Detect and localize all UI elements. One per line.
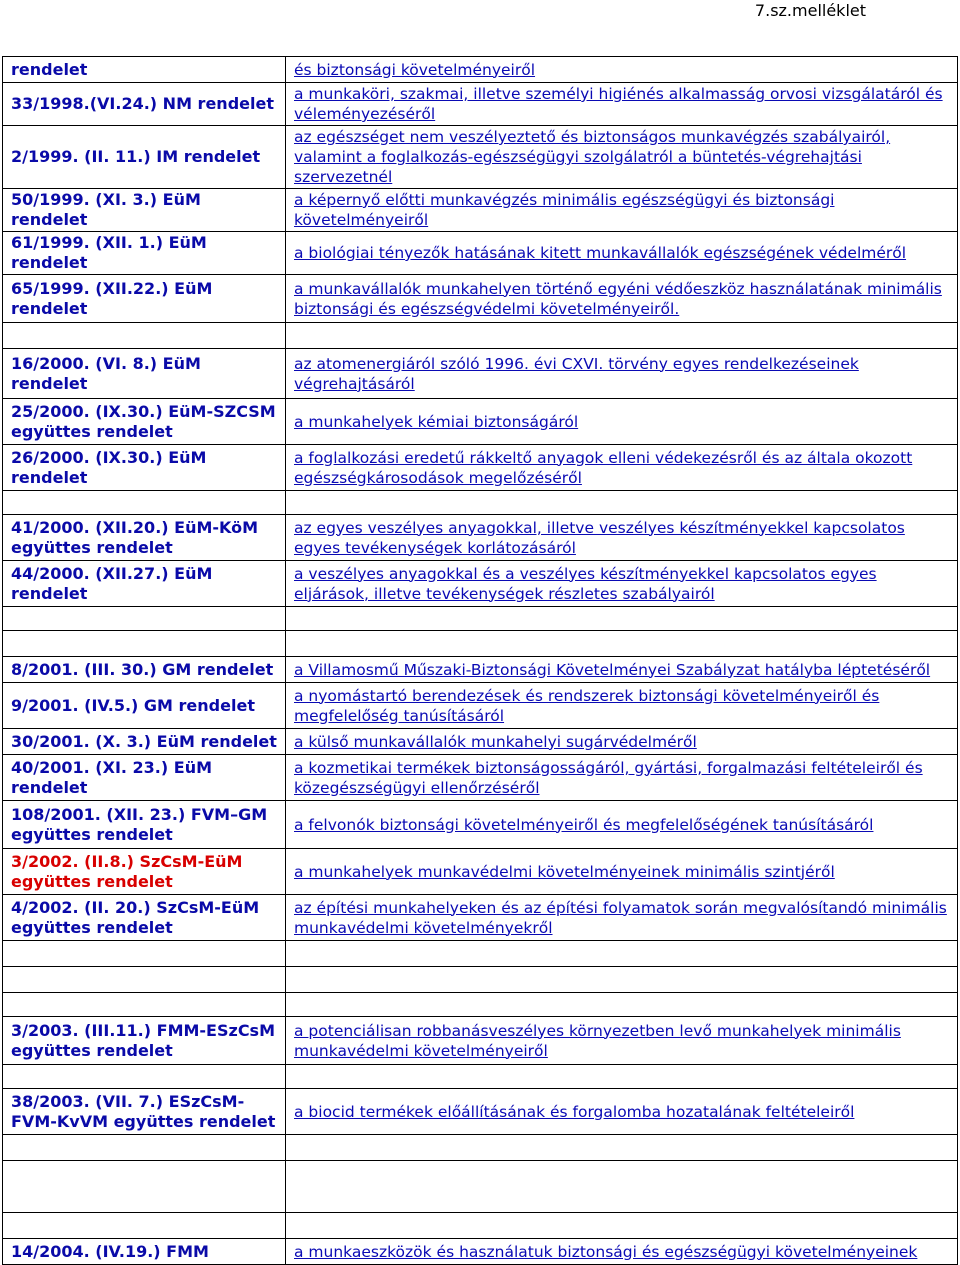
regulation-title-cell <box>286 399 958 445</box>
regulation-code-link[interactable]: 8/2001. (III. 30.) GM rendelet <box>11 659 274 679</box>
regulation-title-cell <box>286 631 958 657</box>
table-row <box>3 561 958 607</box>
regulation-code-cell <box>3 1135 286 1161</box>
regulation-title-link[interactable]: a munkaeszközök és használatuk biztonsági és egészségügyi követelményeinek <box>294 1242 918 1261</box>
table-row <box>3 445 958 491</box>
regulation-code-link[interactable]: 41/2000. (XII.20.) EüM-KöM együttes rendelet <box>11 517 259 557</box>
regulation-code-cell <box>3 967 286 993</box>
regulation-code-cell <box>3 941 286 967</box>
regulation-title-cell <box>286 895 958 941</box>
regulation-title-link[interactable]: az építési munkahelyeken és az építési folyamatok során megvalósítandó minimális munkavédelmi követelményekről <box>294 898 947 937</box>
table-row <box>3 515 958 561</box>
regulation-title-cell <box>286 1017 958 1065</box>
regulation-title-link[interactable]: a munkahelyek kémiai biztonságáról <box>294 412 579 431</box>
regulation-title-cell <box>286 232 958 275</box>
table-row <box>3 657 958 683</box>
regulation-title-cell <box>286 83 958 126</box>
regulation-title-cell <box>286 1089 958 1135</box>
regulation-title-cell <box>286 657 958 683</box>
regulation-title-link[interactable]: a kozmetikai termékek biztonságosságáról, gyártási, forgalmazási feltételeiről és közegészségügyi ellenőrzéséről <box>294 758 923 797</box>
table-row <box>3 491 958 515</box>
regulation-code-link[interactable]: 9/2001. (IV.5.) GM rendelet <box>11 695 255 715</box>
regulation-title-cell <box>286 275 958 323</box>
regulation-title-link[interactable]: a külső munkavállalók munkahelyi sugárvédelméről <box>294 732 697 751</box>
regulation-code-cell <box>3 399 286 445</box>
table-row <box>3 1089 958 1135</box>
table-row <box>3 849 958 895</box>
regulation-title-link[interactable]: a nyomástartó berendezések és rendszerek biztonsági követelményeiről és megfelelőség tanúsításáról <box>294 686 880 725</box>
regulation-title-link[interactable]: a potenciálisan robbanásveszélyes környezetben levő munkahelyek minimális munkavédelmi követelményeiről <box>294 1021 901 1060</box>
table-row <box>3 895 958 941</box>
table-row <box>3 189 958 232</box>
regulations-table <box>2 56 958 1265</box>
regulation-title-link[interactable]: a foglalkozási eredetű rákkeltő anyagok elleni védekezésről és az általa okozott egészségkárosodások megelőzéséről <box>294 448 913 487</box>
regulation-title-link[interactable]: a biocid termékek előállításának és forgalomba hozatalának feltételeiről <box>294 1102 855 1121</box>
regulation-title-cell <box>286 941 958 967</box>
table-row <box>3 1065 958 1089</box>
regulation-code-link[interactable]: 26/2000. (IX.30.) EüM rendelet <box>11 447 207 487</box>
regulation-title-link[interactable]: a munkavállalók munkahelyen történő egyéni védőeszköz használatának minimális biztonsági és egészségvédelmi követelményeiről. <box>294 279 942 318</box>
regulation-code-cell <box>3 1065 286 1089</box>
regulation-code-cell <box>3 993 286 1017</box>
regulation-code-cell <box>3 445 286 491</box>
regulation-title-link[interactable]: a Villamosmű Műszaki-Biztonsági Követelményei Szabályzat hatályba léptetéséről <box>294 660 931 679</box>
regulation-code-cell <box>3 1161 286 1213</box>
regulation-title-link[interactable]: és biztonsági követelményeiről <box>294 60 536 79</box>
regulation-code-cell <box>3 323 286 349</box>
regulation-code-cell <box>3 515 286 561</box>
regulation-title-cell <box>286 349 958 399</box>
table-row <box>3 1161 958 1213</box>
attachment-label: 7.sz.melléklet <box>754 1 866 20</box>
regulation-title-cell <box>286 1239 958 1265</box>
regulation-code-link[interactable]: 44/2000. (XII.27.) EüM rendelet <box>11 563 213 603</box>
table-row <box>3 993 958 1017</box>
table-row <box>3 941 958 967</box>
regulation-code-link[interactable]: 65/1999. (XII.22.) EüM rendelet <box>11 278 213 318</box>
regulation-title-cell <box>286 849 958 895</box>
regulation-code-cell <box>3 657 286 683</box>
table-row <box>3 1239 958 1265</box>
regulation-code-link[interactable]: 40/2001. (XI. 23.) EüM rendelet <box>11 757 213 797</box>
regulation-code-link[interactable]: 33/1998.(VI.24.) NM rendelet <box>11 94 274 113</box>
regulation-code-link[interactable]: 16/2000. (VI. 8.) EüM rendelet <box>11 353 201 393</box>
regulation-title-cell <box>286 57 958 83</box>
regulation-code-cell <box>3 801 286 849</box>
table-row <box>3 729 958 755</box>
regulation-title-cell <box>286 607 958 631</box>
regulation-title-cell <box>286 1213 958 1239</box>
regulation-code-cell <box>3 607 286 631</box>
regulation-code-link[interactable]: 14/2004. (IV.19.) FMM <box>11 1241 209 1261</box>
regulation-code-cell <box>3 491 286 515</box>
table-row <box>3 275 958 323</box>
regulation-code-cell <box>3 83 286 126</box>
table-row <box>3 232 958 275</box>
table-row <box>3 755 958 801</box>
table-row <box>3 631 958 657</box>
table-row <box>3 967 958 993</box>
table-row <box>3 1135 958 1161</box>
table-row <box>3 683 958 729</box>
regulation-code-cell <box>3 1017 286 1065</box>
regulation-title-cell <box>286 755 958 801</box>
regulation-title-cell <box>286 323 958 349</box>
regulation-code-link[interactable]: 4/2002. (II. 20.) SzCsM-EüM együttes rendelet <box>11 897 260 937</box>
regulation-title-link[interactable]: az atomenergiáról szóló 1996. évi CXVI. törvény egyes rendelkezéseinek végrehajtásáról <box>294 354 859 393</box>
regulation-code-cell <box>3 189 286 232</box>
regulation-title-cell <box>286 491 958 515</box>
table-row <box>3 399 958 445</box>
regulation-code-cell <box>3 895 286 941</box>
table-row <box>3 607 958 631</box>
regulation-title-cell <box>286 1065 958 1089</box>
regulation-title-cell <box>286 1135 958 1161</box>
regulations-table-body <box>3 57 958 1265</box>
regulation-code-link[interactable]: rendelet <box>11 59 88 79</box>
regulation-title-cell <box>286 126 958 189</box>
regulation-code-cell <box>3 561 286 607</box>
regulation-title-cell <box>286 561 958 607</box>
regulation-title-link[interactable]: a képernyő előtti munkavégzés minimális egészségügyi és biztonsági követelményeiről <box>294 191 835 229</box>
regulation-title-link[interactable]: az egészséget nem veszélyeztető és biztonságos munkavégzés szabályairól, valamint a foglalkozás-egészségügyi szolgálatról a büntetés-végrehajtási szervezetnél <box>294 128 891 186</box>
regulation-code-cell <box>3 57 286 83</box>
regulation-code-link[interactable]: 61/1999. (XII. 1.) EüM rendelet <box>11 233 207 272</box>
regulation-title-cell <box>286 801 958 849</box>
regulation-code-cell <box>3 1089 286 1135</box>
regulation-title-link[interactable]: a veszélyes anyagokkal és a veszélyes készítményekkel kapcsolatos egyes eljárások, illetve tevékenységek részletes szabályairól <box>294 564 877 603</box>
regulation-code-link[interactable]: 38/2003. (VII. 7.) ESzCsM-FVM-KvVM együttes rendelet <box>11 1091 276 1131</box>
regulation-title-link[interactable]: az egyes veszélyes anyagokkal, illetve veszélyes készítményekkel kapcsolatos egyes tevékenységek korlátozásáról <box>294 518 905 557</box>
regulation-code-link[interactable]: 25/2000. (IX.30.) EüM-SZCSM együttes rendelet <box>11 401 276 441</box>
table-row <box>3 801 958 849</box>
regulation-code-cell <box>3 275 286 323</box>
regulation-title-link[interactable]: a munkahelyek munkavédelmi követelményeinek minimális szintjéről <box>294 862 835 881</box>
table-row <box>3 1017 958 1065</box>
regulation-code-cell <box>3 755 286 801</box>
regulation-title-cell <box>286 1161 958 1213</box>
table-row <box>3 323 958 349</box>
regulation-code-cell <box>3 232 286 275</box>
regulation-code-link[interactable]: 2/1999. (II. 11.) IM rendelet <box>11 147 261 166</box>
regulation-code-link[interactable]: 50/1999. (XI. 3.) EüM rendelet <box>11 190 201 229</box>
regulation-title-link[interactable]: a felvonók biztonsági követelményeiről és megfelelőségének tanúsításáról <box>294 815 874 834</box>
table-row <box>3 83 958 126</box>
regulation-title-cell <box>286 445 958 491</box>
regulation-title-cell <box>286 515 958 561</box>
regulation-code-cell <box>3 631 286 657</box>
regulation-title-cell <box>286 683 958 729</box>
regulation-title-link[interactable]: a munkaköri, szakmai, illetve személyi higiénés alkalmasság orvosi vizsgálatáról és véleményezéséről <box>294 85 943 123</box>
regulation-code-link[interactable]: 3/2003. (III.11.) FMM-ESzCsM együttes rendelet <box>11 1020 275 1060</box>
regulation-title-cell <box>286 729 958 755</box>
table-row <box>3 1213 958 1239</box>
regulation-code-link[interactable]: 108/2001. (XII. 23.) FVM–GM együttes rendelet <box>11 804 268 844</box>
regulation-title-cell <box>286 993 958 1017</box>
regulation-code-cell <box>3 126 286 189</box>
regulation-title-link[interactable]: a biológiai tényezők hatásának kitett munkavállalók egészségének védelméről <box>294 244 907 262</box>
regulation-code-link[interactable]: 3/2002. (II.8.) SzCsM-EüM együttes rendelet <box>11 851 243 891</box>
regulation-code-cell <box>3 849 286 895</box>
regulation-code-cell <box>3 683 286 729</box>
regulation-code-link[interactable]: 30/2001. (X. 3.) EüM rendelet <box>11 731 277 751</box>
table-row <box>3 126 958 189</box>
table-row <box>3 349 958 399</box>
regulation-code-cell <box>3 729 286 755</box>
regulation-title-cell <box>286 189 958 232</box>
regulation-code-cell <box>3 1213 286 1239</box>
regulation-code-cell <box>3 349 286 399</box>
regulation-code-cell <box>3 1239 286 1265</box>
table-row <box>3 57 958 83</box>
regulation-title-cell <box>286 967 958 993</box>
